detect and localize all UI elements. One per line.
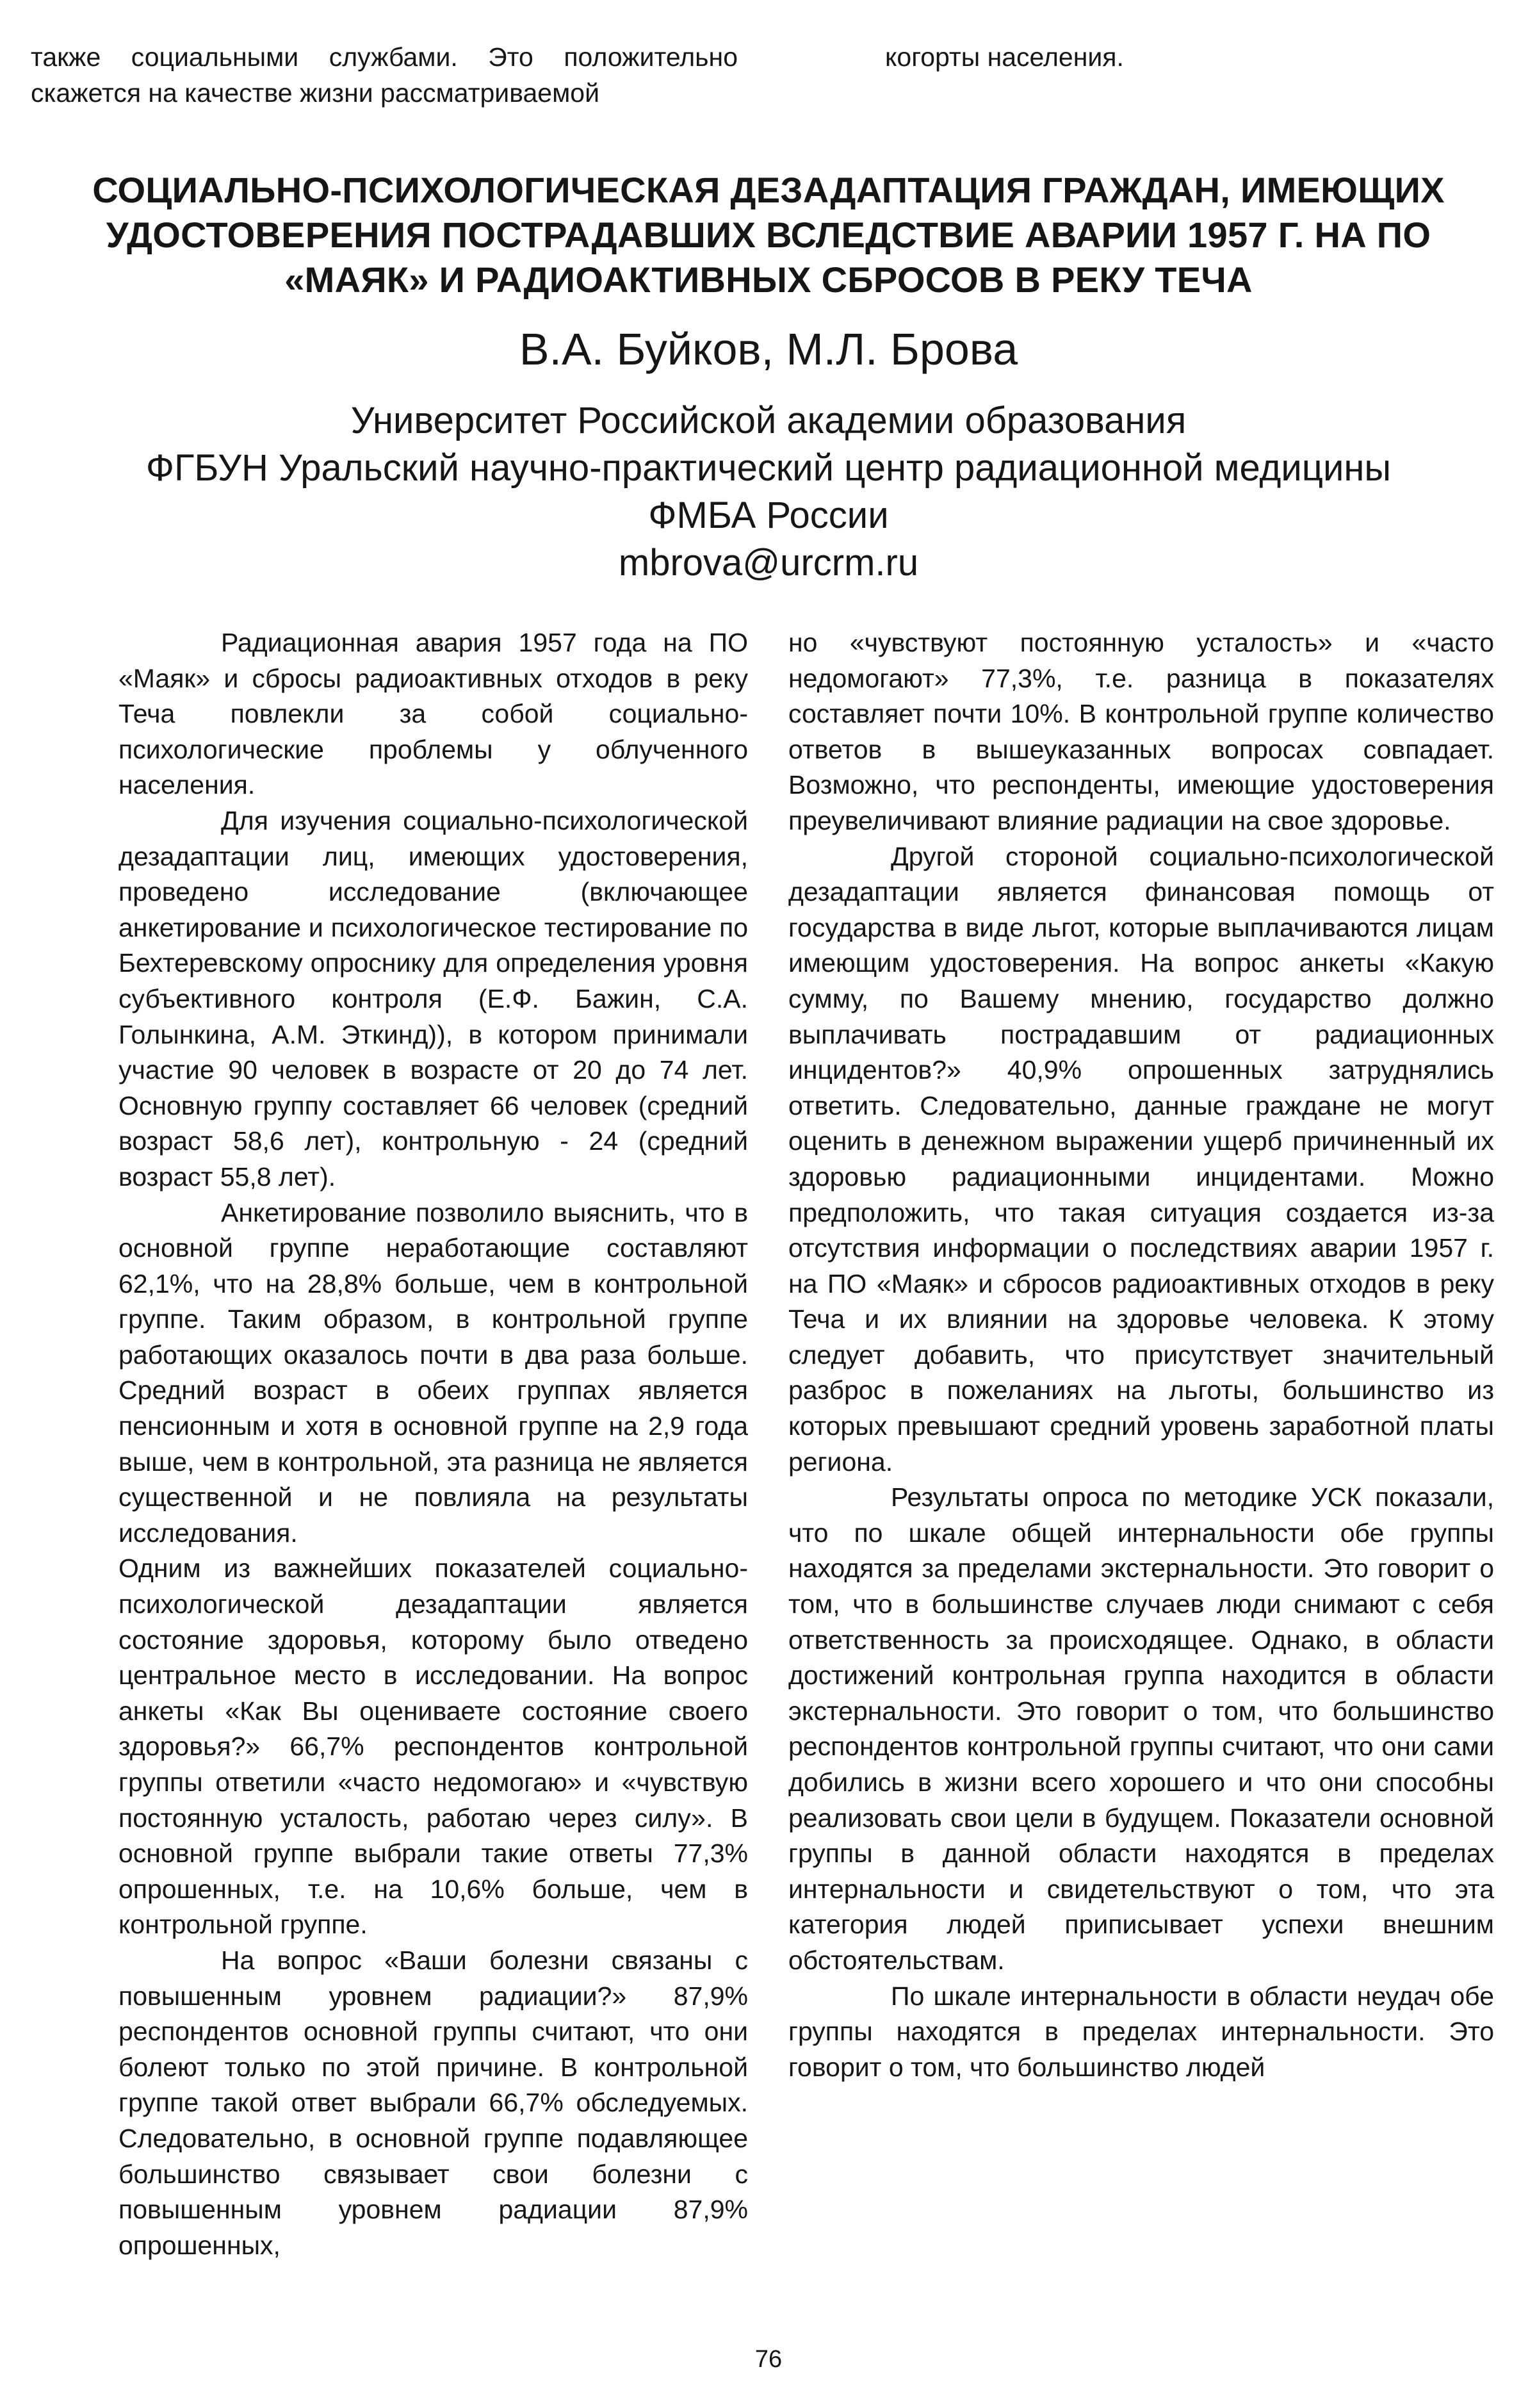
paragraph: Радиационная авария 1957 года на ПО «Маяк» и сбросы радиоактивных отходов в реку Теча повлекли за собой социально-психологические проблемы у облученного населения. bbox=[118, 628, 748, 800]
article-left-column bbox=[118, 625, 748, 2263]
page-number: 76 bbox=[754, 2346, 783, 2373]
affiliations-block bbox=[0, 397, 1537, 587]
paragraph: Другой стороной социально-психологической дезадаптации является финансовая помощь от государства в виде льгот, которые выплачиваются лицам имеющим удостоверения. На вопрос анкеты «Какую сумму, по Вашему мнению, государство должно выплачивать пострадавшим от радиационных инцидентов?» 40,9% опрошенных затруднялись ответить. Следовательно, данные граждане не могут оценить в денежном выражении ущерб причиненный их здоровью радиационными инцидентами. Можно предположить, что такая ситуация создается из-за отсутствия информации о последствиях аварии 1957 г. на ПО «Маяк» и сбросов радиоактивных отходов в реку Теча и их влиянии на здоровье человека. К этому следует добавить, что присутствует значительный разброс в пожеланиях на льготы, большинство из которых превышают средний уровень заработной платы региона. bbox=[788, 841, 1494, 1477]
paragraph: Для изучения социально-психологической дезадаптации лиц, имеющих удостоверения, проведено исследование (включающее анкетирование и психологическое тестирование по Бехтеревскому опроснику для определения уровня субъективного контроля (Е.Ф. Бажин, С.А. Голынкина, А.М. Эткинд)), в котором принимали участие 90 человек в возрасте от 20 до 74 лет. Основную группу составляет 66 человек (средний возраст 58,6 лет), контрольную - 24 (средний возраст 55,8 лет). bbox=[118, 805, 748, 1192]
previous-article-paragraph: также социальными службами. Это положительно скажется на качестве жизни рассматриваемой bbox=[31, 42, 738, 108]
previous-article-text-left bbox=[31, 40, 738, 111]
paragraph: По шкале интернальности в области неудач обе группы находятся в пределах интернальности. Это говорит о том, что большинство людей bbox=[788, 1981, 1494, 2082]
contact-email: mbrova@urcrm.ru bbox=[618, 542, 919, 584]
previous-article-paragraph: когорты населения. bbox=[885, 42, 1124, 72]
paragraph: Одним из важнейших показателей социально-психологической дезадаптации является состояние здоровья, которому было отведено центральное место в исследовании. На вопрос анкеты «Как Вы оцениваете состояние своего здоровья?» 66,7% респондентов контрольной группы ответили «часто недомогаю» и «чувствую постоянную усталость, работаю через силу». В основной группе выбрали такие ответы 77,3% опрошенных, т.е. на 10,6% больше, чем в контрольной группе. bbox=[118, 1553, 748, 1940]
paragraph: Результаты опроса по методике УСК показали, что по шкале общей интернальности обе группы находятся за пределами экстернальности. Это говорит о том, что в большинстве случаев люди снимают с себя ответственность за происходящее. Однако, в области достижений контрольная группа находится в области экстернальности. Это говорит о том, что большинство респондентов контрольной группы считают, что они сами добились в жизни всего хорошего и что они способны реализовать свои цели в будущем. Показатели основной группы в данной области находятся в пределах интернальности и свидетельствуют о том, что эта категория людей приписывает успехи внешним обстоятельствам. bbox=[788, 1482, 1494, 1975]
article-right-column bbox=[788, 625, 1494, 2085]
article-title: СОЦИАЛЬНО-ПСИХОЛОГИЧЕСКАЯ ДЕЗАДАПТАЦИЯ ГРАЖДАН, ИМЕЮЩИХ УДОСТОВЕРЕНИЯ ПОСТРАДАВШИХ ВСЛЕДСТВИЕ АВАРИИ 1957 Г. НА ПО «МАЯК» И РАДИОАКТИВНЫХ СБРОСОВ В РЕКУ ТЕЧА bbox=[92, 170, 1445, 300]
affiliation-line: Университет Российской академии образования bbox=[350, 400, 1187, 441]
paragraph: Анкетирование позволило выяснить, что в основной группе неработающие составляют 62,1%, что на 28,8% больше, чем в контрольной группе. Таким образом, в контрольной группе работающих оказалось почти в два раза больше. Средний возраст в обеих группах является пенсионным и хотя в основной группе на 2,9 года выше, чем в контрольной, эта разница не является существенной и не повлияла на результаты исследования. bbox=[118, 1197, 748, 1548]
article-authors: В.А. Буйков, М.Л. Брова bbox=[519, 324, 1018, 374]
paragraph: На вопрос «Ваши болезни связаны с повышенным уровнем радиации?» 87,9% респондентов основной группы считают, что они болеют только по этой причине. В контрольной группе такой ответ выбрали 66,7% обследуемых. Следовательно, в основной группе подавляющее большинство связывает свои болезни с повышенным уровнем радиации 87,9% опрошенных, bbox=[118, 1945, 748, 2260]
affiliation-line: ФГБУН Уральский научно-практический центр радиационной медицины bbox=[145, 447, 1392, 489]
paragraph: но «чувствуют постоянную усталость» и «часто недомогают» 77,3%, т.е. разница в показателях составляет почти 10%. В контрольной группе количество ответов в вышеуказанных вопросах совпадает. Возможно, что респонденты, имеющие удостоверения преувеличивают влияние радиации на свое здоровье. bbox=[788, 628, 1494, 835]
affiliation-line: ФМБА России bbox=[648, 495, 889, 536]
previous-article-text-right bbox=[783, 40, 1487, 76]
